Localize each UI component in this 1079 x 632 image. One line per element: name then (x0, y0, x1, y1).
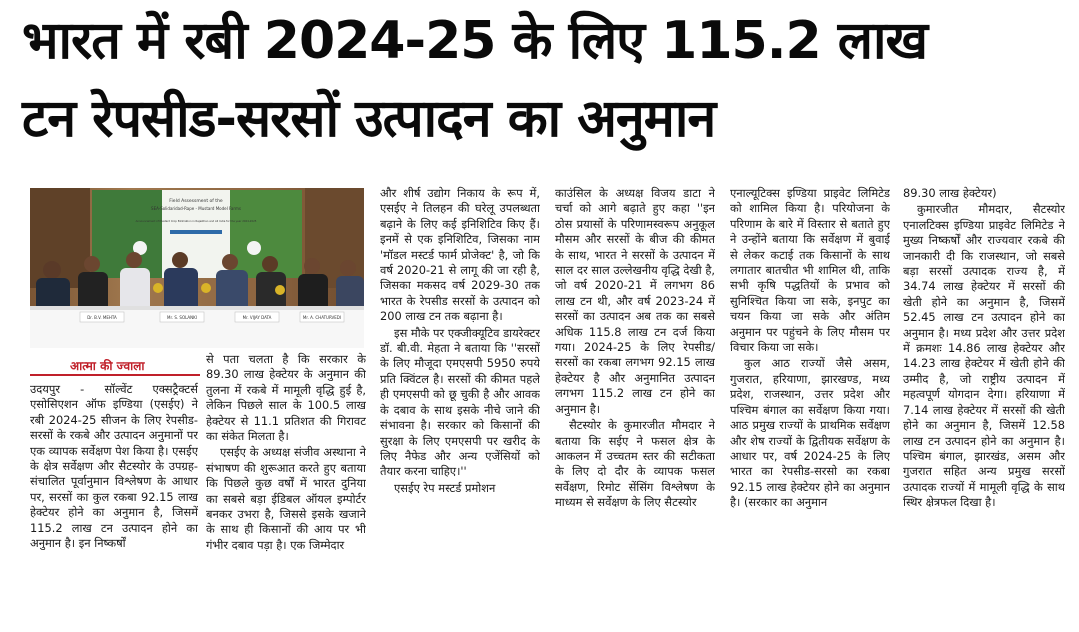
headline-line-1: भारत में रबी 2024-25 के लिए 115.2 लाख (22, 11, 928, 71)
col2-para-1: से पता चलता है कि सरकार के 89.30 लाख हेक्टेयर के अनुमान की तुलना में रकबे में मामूली वृद्धि हुई है, लेकिन पिछले साल के 100.5 लाख हेक्टेयर से 11.1 प्रतिशत की गिरावट का संकेत मिलता है। (206, 352, 366, 444)
col3-para-2: इस मौके पर एक्जीक्यूटिव डायरेक्टर डॉ. बी.वी. मेहता ने बताया कि ''सरसों के लिए मौजूदा एमएसपी 5950 रुपये प्रति क्विंटल है। सरसों की कीमत पहले ही एमएसपी को छू चुकी है और आवक के दबाव के साथ इसके नीचे जाने की संभावना है। सरकार को किसानों की सुरक्षा के लिए एमएसपी पर खरीद के लिए नैफेड और अन्य एजेंसियों को तैयार करना चाहिए।'' (380, 325, 540, 479)
source-label: आत्मा की ज्वाला (70, 359, 145, 373)
column-5 (730, 186, 890, 622)
nameplate-1: Dr. B.V. MEHTA (87, 315, 117, 320)
column-2 (206, 352, 366, 622)
col6-para-2: कुमारजीत मौमदार, सैटस्योर एनालटिक्स इण्डिया प्राइवेट लिमिटेड ने मुख्य निष्कर्षों और राज्यवार रकबे की जानकारी दी कि राजस्थान, जो सबसे बड़ा सरसों उत्पादक राज्य है, में 34.74 लाख हेक्टेयर में सरसों की खेती होने का अनुमान है, जिसमें 52.45 लाख टन उत्पादन होने का अनुमान है। मध्य प्रदेश और उत्तर प्रदेश में क्रमशः 14.86 लाख हेक्टेयर और 14.23 लाख हेक्टेयर में खेती होने की उम्मीद है, जो राष्ट्रीय उत्पादन में महत्वपूर्ण योगदान देगा। हरियाणा में 7.14 लाख हेक्टेयर में सरसों की खेती होने का अनुमान है, जिसमें 12.58 लाख टन उत्पादन होने का अनुमान है। पश्चिम बंगाल, झारखंड, असम और गुजरात सहित अन्य प्रमुख सरसों उत्पादक राज्यों में मामूली वृद्धि के साथ स्थिर क्षेत्रफल दिखा है। (903, 202, 1065, 510)
col5-para-1: एनाल्यूटिक्स इण्डिया प्राइवेट लिमिटेड को शामिल किया है। परियोजना के परिणाम के बारे में विस्तार से बताते हुए ने उन्होंने बताया कि सर्वेक्षण में बुवाई से लेकर कटाई तक किसानों के साथ लगातार बातचीत भी शामिल थी, ताकि सभी कृषि पद्धतियों के प्रभाव को सुनिश्चित किया जा सके, इनपुट का चयन किया जा सके और अंतिम अनुमान पर पहुंचने के लिए मौसम पर विचार किया जा सके। (730, 186, 890, 355)
column-4 (555, 186, 715, 622)
column-3 (380, 186, 540, 622)
banner-line-3: Announcement of Mustard Crop Estimation in Rajasthan and All India for the year 2024-2025 (135, 220, 257, 223)
nameplate-4: Mr. A. CHATURVEDI (302, 315, 342, 320)
column-1 (30, 382, 198, 622)
col4-para-2: सैटस्योर के कुमारजीत मौमदार ने बताया कि सईए ने फसल क्षेत्र के आकलन में उच्चतम स्तर की सटीकता के लिए दो दौर के व्यापक फसल सर्वेक्षण, रिमोट सेंसिंग विश्लेषण के माध्यम से सर्वेक्षण के लिए सैटस्योर (555, 418, 715, 510)
headline-line-2: टन रेपसीड-सरसों उत्पादन का अनुमान (22, 89, 716, 149)
col5-para-2: कुल आठ राज्यों जैसे असम, गुजरात, हरियाणा, झारखण्ड, मध्य प्रदेश, राजस्थान, उत्तर प्रदेश और पश्चिम बंगाल का सर्वेक्षण किया गया। आठ प्रमुख राज्यों के प्राथमिक सर्वेक्षण और शेष राज्यों के द्वितीयक सर्वेक्षण के आधार पर, वर्ष 2024-25 के लिए भारत का रेपसीड-सरसो का रकबा 92.15 लाख हेक्टेयर होने का अनुमान है। (सरकार का अनुमान (730, 356, 890, 510)
nameplate-2: Mr. S. SOLANKI (167, 315, 197, 320)
column-6 (903, 186, 1065, 622)
col4-para-1: काउंसिल के अध्यक्ष विजय डाटा ने चर्चा को आगे बढ़ाते हुए कहा ''इन ठोस प्रयासों के परिणामस्वरूप अनुकूल मौसम और सरसों के बीज की कीमत के साथ, भारत ने सरसों के उत्पादन में साल दर साल उल्लेखनीय वृद्धि देखी है, जो वर्ष 2020-21 में लगभग 86 लाख टन थी, और वर्ष 2023-24 में सरसों का उत्पादन अब तक का सबसे अधिक 115.8 लाख टन दर्ज किया गया। 2024-25 के लिए रेपसीड/सरसों का रकबा लगभग 92.15 लाख हेक्टेयर है और अनुमानित उत्पादन लगभग 115.2 लाख टन होने का अनुमान है। (555, 186, 715, 416)
event-photo-image (30, 188, 364, 348)
col2-para-2: एसईए के अध्यक्ष संजीव अस्थाना ने संभाषण की शुरूआत करते हुए बताया कि पिछले कुछ वर्षों में भारत दुनिया का सबसे बड़ा ईडिबल ऑयल इम्पोर्टर बनकर उभरा है, जिससे इसके खजाने के साथ ही किसानों की आय पर भी गंभीर दबाव पड़ा है। एक जिम्मेदार (206, 445, 366, 552)
event-photo (30, 188, 364, 348)
headline (22, 2, 1072, 177)
col6-para-1: 89.30 लाख हेक्टेयर) (903, 186, 997, 200)
nameplate-3: Mr. VIJAY DATA (242, 315, 272, 320)
source-rule (30, 374, 200, 376)
banner-line-1: Field Assessment of the (169, 199, 223, 204)
col3-para-3: एसईए रेप मस्टर्ड प्रमोशन (394, 480, 496, 495)
col1-para-1: उदयपुर - सॉल्वेंट एक्सट्रैक्टर्स एसोसिएशन ऑफ इण्डिया (एसईए) ने रबी 2024-25 सीजन के लिए रेपसीड-सरसों के रकबे और उत्पादन अनुमानों पर एक व्यापक सर्वेक्षण पेश किया है। एसईए के क्षेत्र सर्वेक्षण और सैटस्योर के उपग्रह-संचालित पूर्वानुमान विश्लेषण के आधार पर, सरसों का कुल रकबा 92.15 लाख हेक्टेयर होने का अनुमान है, जिसमें 115.2 लाख टन उत्पादन होने का अनुमान है। इन निष्कर्षों (30, 382, 198, 551)
col3-para-1: और शीर्ष उद्योग निकाय के रूप में, एसईए ने तिलहन की घरेलू उपलब्धता बढ़ाने के लिए कई इनिशिटिव किए हैं। इनमें से एक इनिशिटिव, जिसका नाम 'मॉडल मस्टर्ड फार्म प्रोजेक्ट' है, जो कि वर्ष 2020-21 से लागू की जा रही है, जिसका मकसद वर्ष 2029-30 तक भारत के रेपसीड सरसों के उत्पादन को 200 लाख टन तक बढ़ाना है। (380, 186, 540, 324)
banner-line-2: SEA-Solidaridad-Rape - Mustard Model Farms (151, 206, 241, 211)
